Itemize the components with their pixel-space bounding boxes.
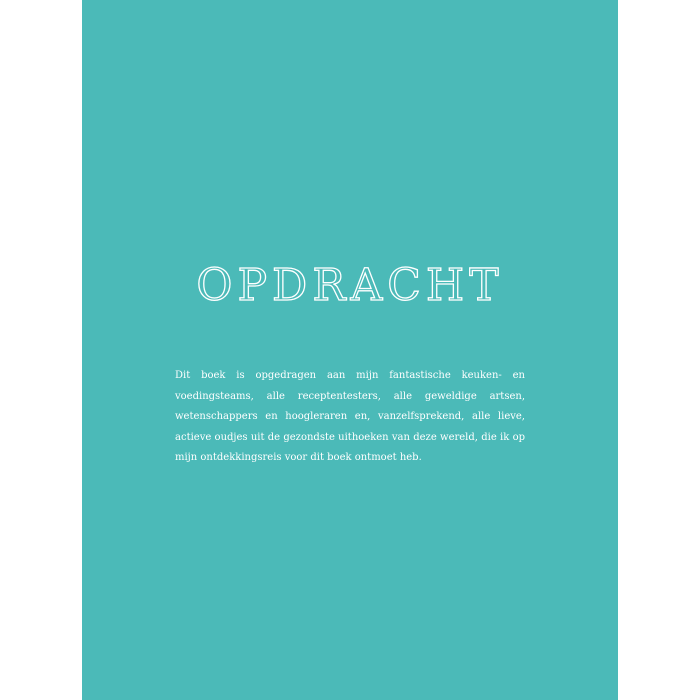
dedication-paragraph: Dit boek is opgedragen aan mijn fantastische keuken- en voedingsteams, alle receptentesters, alle geweldige artsen, wetenschappers en hoogleraren en, vanzelfsprekend, alle lieve, actieve oudjes uit de gezondste uithoeken van deze wereld, die ik op mijn ontdekkingsreis voor dit boek ontmoet heb. — [175, 370, 525, 463]
book-page — [82, 0, 618, 700]
page-title: OPDRACHT — [196, 260, 504, 311]
